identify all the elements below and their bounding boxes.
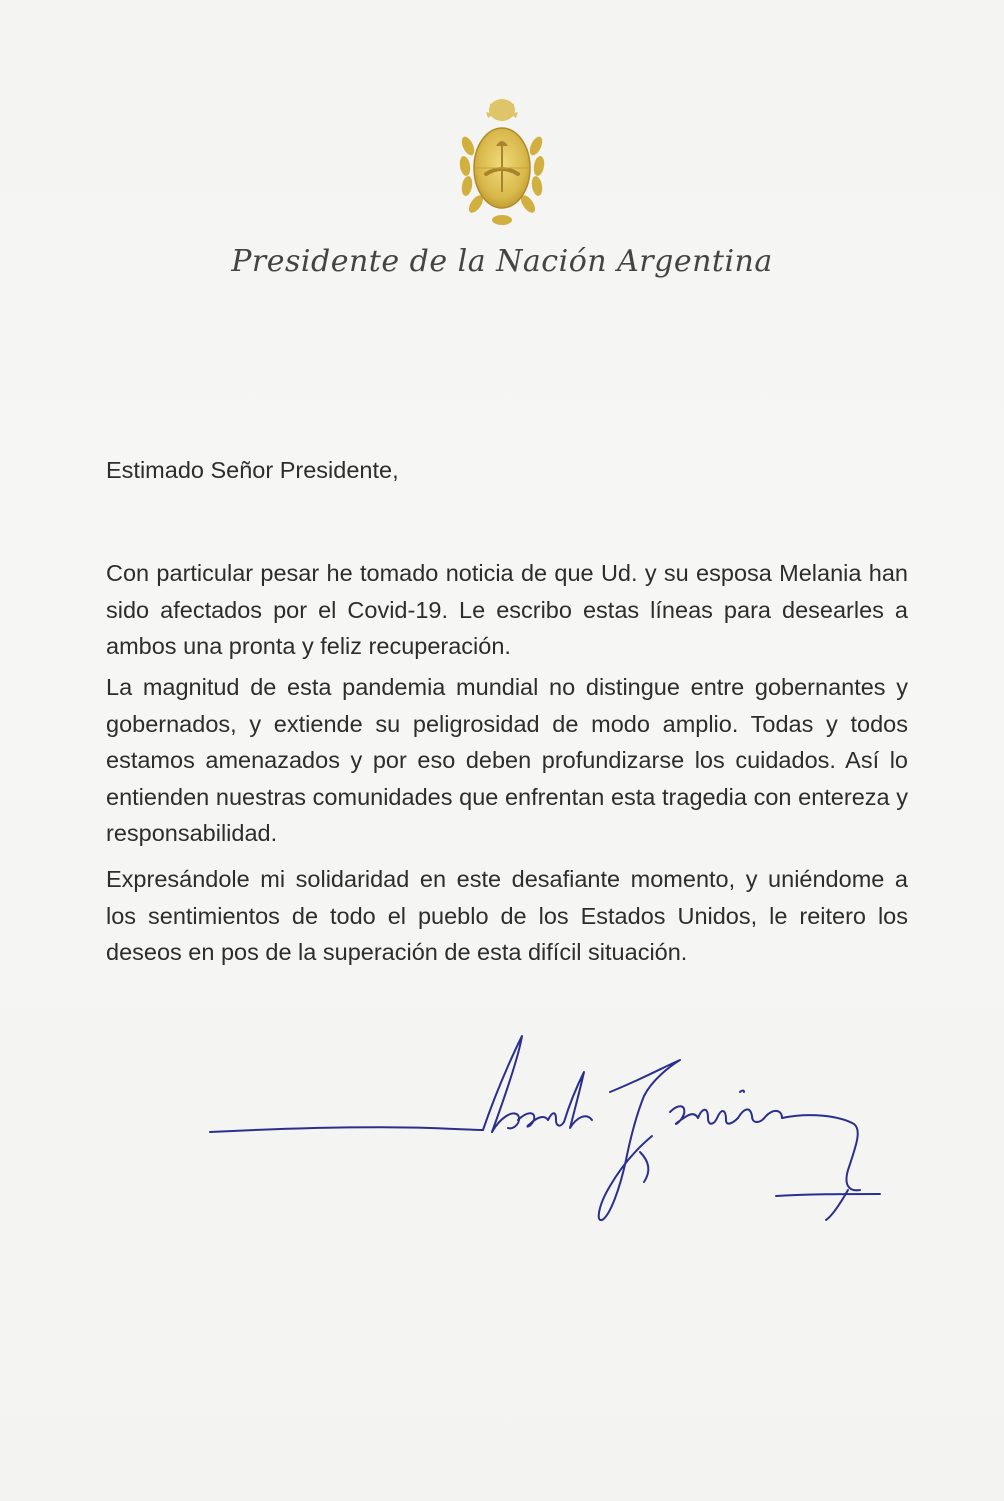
salutation: Estimado Señor Presidente, [106, 457, 399, 483]
paragraph-2: La magnitud de esta pandemia mundial no distingue entre gobernantes y gobernados, y extiende su peligrosidad de modo amplio. Todas y todos estamos amenazados y por eso deben profundizarse los cuidados. Así lo entienden nuestras comunidades que enfrentan esta tragedia con entereza y responsabilidad. [106, 674, 908, 846]
paragraph-3: Expresándole mi solidaridad en este desafiante momento, y uniéndome a los sentimientos de todo el pueblo de los Estados Unidos, le reitero los deseos en pos de la superación de esta difícil situación. [106, 866, 908, 965]
handwritten-signature-icon [200, 1020, 900, 1260]
paragraph-1: Con particular pesar he tomado noticia de que Ud. y su esposa Melania han sido afectados por el Covid-19. Le escribo estas líneas para desearles a ambos una pronta y feliz recuperación. [106, 560, 908, 659]
argentine-coat-of-arms-icon [456, 96, 548, 232]
office-title: Presidente de la Nación Argentina [231, 244, 773, 279]
